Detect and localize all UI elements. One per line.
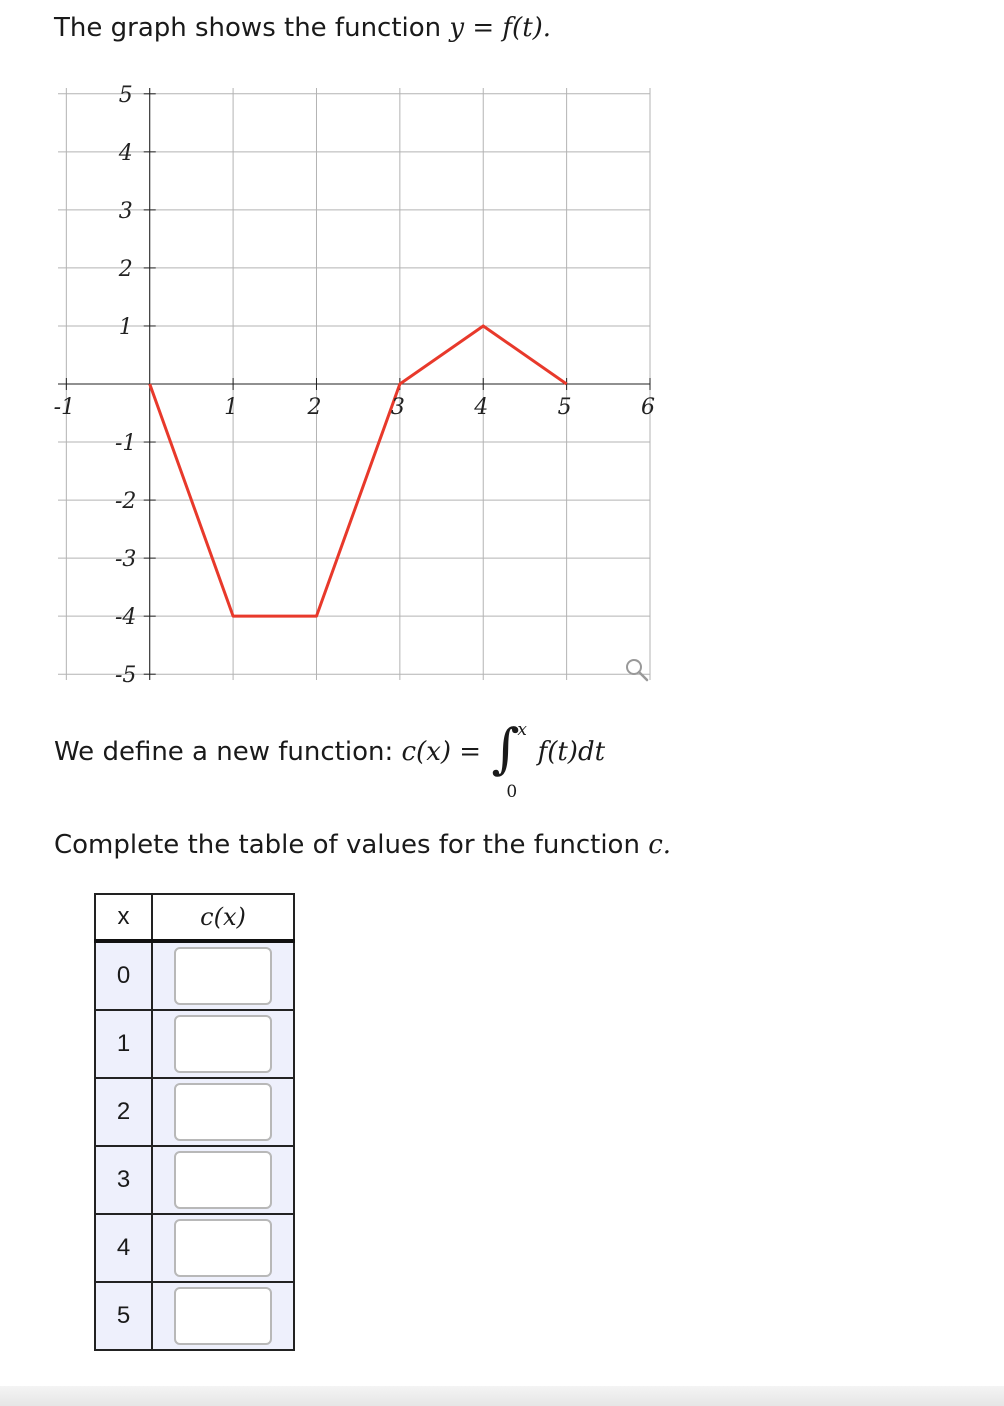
c-value-input[interactable] (174, 1083, 272, 1141)
integral-lower-limit: 0 (506, 782, 518, 802)
values-table (94, 893, 295, 1351)
instruction-var: c. (648, 830, 672, 860)
y-tick-label: 3 (118, 198, 133, 224)
series-line (150, 326, 567, 616)
x-value: 4 (95, 1214, 152, 1282)
x-tick-label: 5 (557, 395, 572, 420)
c-value-cell (152, 1078, 294, 1146)
definition-line (54, 717, 606, 802)
y-tick-label: 1 (118, 314, 133, 340)
y-tick-label: -4 (114, 605, 137, 631)
x-tick-label: 4 (474, 395, 489, 420)
c-value-input[interactable] (174, 1287, 272, 1345)
table-row (95, 1214, 294, 1282)
c-value-input[interactable] (174, 1151, 272, 1209)
y-tick-label: -3 (114, 547, 137, 573)
table-header-row (95, 894, 294, 941)
x-tick-label: 1 (224, 395, 239, 420)
x-value: 1 (95, 1010, 152, 1078)
page-bottom-bar (0, 1386, 1004, 1406)
integral-upper-limit: x (517, 720, 527, 740)
table-row (95, 1010, 294, 1078)
intro-text: The graph shows the function (54, 13, 450, 43)
integral-sign: ∫ (491, 717, 520, 780)
c-value-cell (152, 1146, 294, 1214)
y-tick-label: 5 (118, 82, 133, 108)
table-row (95, 941, 294, 1010)
x-value: 0 (95, 941, 152, 1010)
instruction-line (54, 829, 671, 861)
y-tick-label: 2 (118, 256, 133, 282)
c-value-cell (152, 1010, 294, 1078)
y-tick-label: -2 (114, 489, 137, 515)
magnifier-icon[interactable] (627, 660, 647, 680)
table-row (95, 1078, 294, 1146)
y-tick-label: -5 (114, 663, 137, 689)
function-curve (150, 326, 567, 616)
integrand: f(t)dt (537, 737, 606, 767)
function-graph (50, 80, 660, 692)
instruction-text: Complete the table of values for the function (54, 830, 649, 860)
c-value-cell (152, 1214, 294, 1282)
definition-lhs: c(x) = (401, 737, 482, 767)
c-value-cell (152, 941, 294, 1010)
y-tick-label: 4 (118, 140, 133, 166)
x-tick-label: -1 (53, 395, 76, 420)
c-value-cell (152, 1282, 294, 1350)
c-value-input[interactable] (174, 1015, 272, 1073)
definition-text: We define a new function: (54, 737, 402, 767)
x-tick-label: 3 (390, 395, 405, 420)
x-tick-label: 6 (641, 395, 655, 420)
question-intro (54, 12, 551, 44)
table-row (95, 1146, 294, 1214)
x-value: 5 (95, 1282, 152, 1350)
integral-expression (489, 717, 529, 802)
x-value: 2 (95, 1078, 152, 1146)
x-value: 3 (95, 1146, 152, 1214)
c-value-input[interactable] (174, 1219, 272, 1277)
x-tick-label: 2 (307, 395, 322, 420)
header-c: c(x) (152, 894, 294, 941)
tick-labels (54, 83, 655, 688)
header-x: x (95, 894, 152, 941)
table-row (95, 1282, 294, 1350)
function-label: y = f(t). (449, 13, 552, 43)
axes (58, 88, 650, 680)
y-tick-label: -1 (114, 431, 137, 457)
c-value-input[interactable] (174, 947, 272, 1005)
